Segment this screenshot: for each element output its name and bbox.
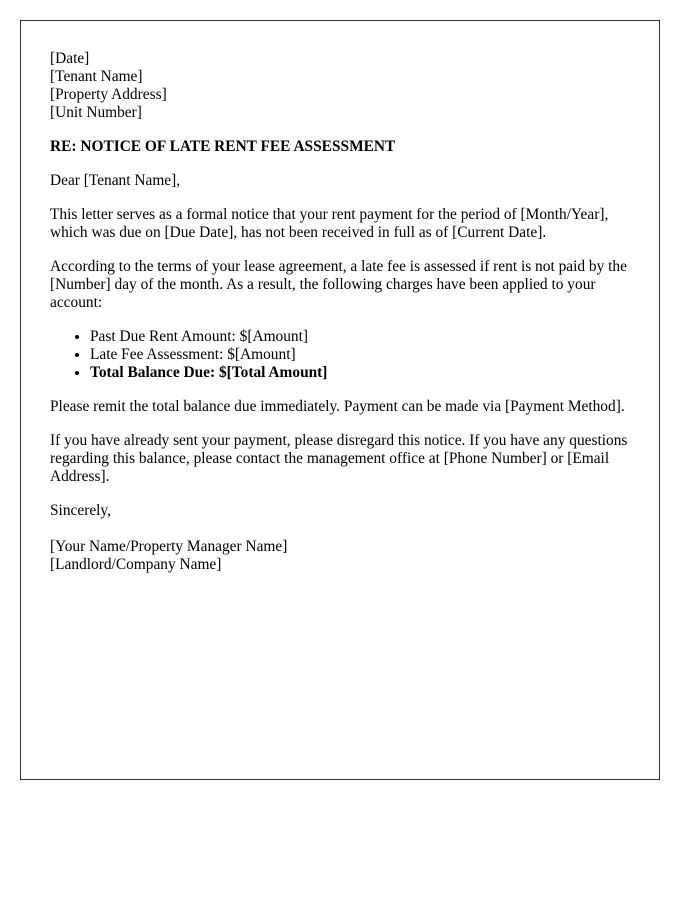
- closing: Sincerely,: [50, 502, 111, 519]
- past-due-rent-item: • Past Due Rent Amount: $[Amount]: [90, 328, 640, 346]
- lease-terms-paragraph: According to the terms of your lease agreement, a late fee is assessed if rent is not paid by the [Number] day of the month. As a result, the following charges have been applied to your account:: [50, 258, 627, 311]
- subject-line: RE: NOTICE OF LATE RENT FEE ASSESSMENT: [50, 138, 396, 155]
- notice-paragraph: This letter serves as a formal notice that your rent payment for the period of [Month/Year], which was due on [Due Date], has not been received in full as of [Current Date].: [50, 206, 609, 241]
- letter-header: [50, 50, 640, 122]
- total-balance-item: • Total Balance Due: $[Total Amount]: [90, 364, 640, 382]
- letter-page: [20, 20, 660, 780]
- signature-block: [50, 538, 640, 574]
- signer-name: [Your Name/Property Manager Name]: [50, 538, 288, 555]
- unit-number-line: [Unit Number]: [50, 104, 142, 121]
- contact-paragraph: If you have already sent your payment, please disregard this notice. If you have any questions regarding this balance, please contact the management office at [Phone Number] or [Email Address].: [50, 432, 628, 485]
- payment-paragraph: Please remit the total balance due immediately. Payment can be made via [Payment Method].: [50, 398, 625, 415]
- tenant-name-line: [Tenant Name]: [50, 68, 143, 85]
- letter-body: [50, 50, 640, 574]
- late-fee-item: • Late Fee Assessment: $[Amount]: [90, 346, 640, 364]
- charges-list: [50, 328, 640, 382]
- salutation: Dear [Tenant Name],: [50, 172, 181, 189]
- company-name: [Landlord/Company Name]: [50, 556, 222, 573]
- date-line: [Date]: [50, 50, 90, 67]
- property-address-line: [Property Address]: [50, 86, 167, 103]
